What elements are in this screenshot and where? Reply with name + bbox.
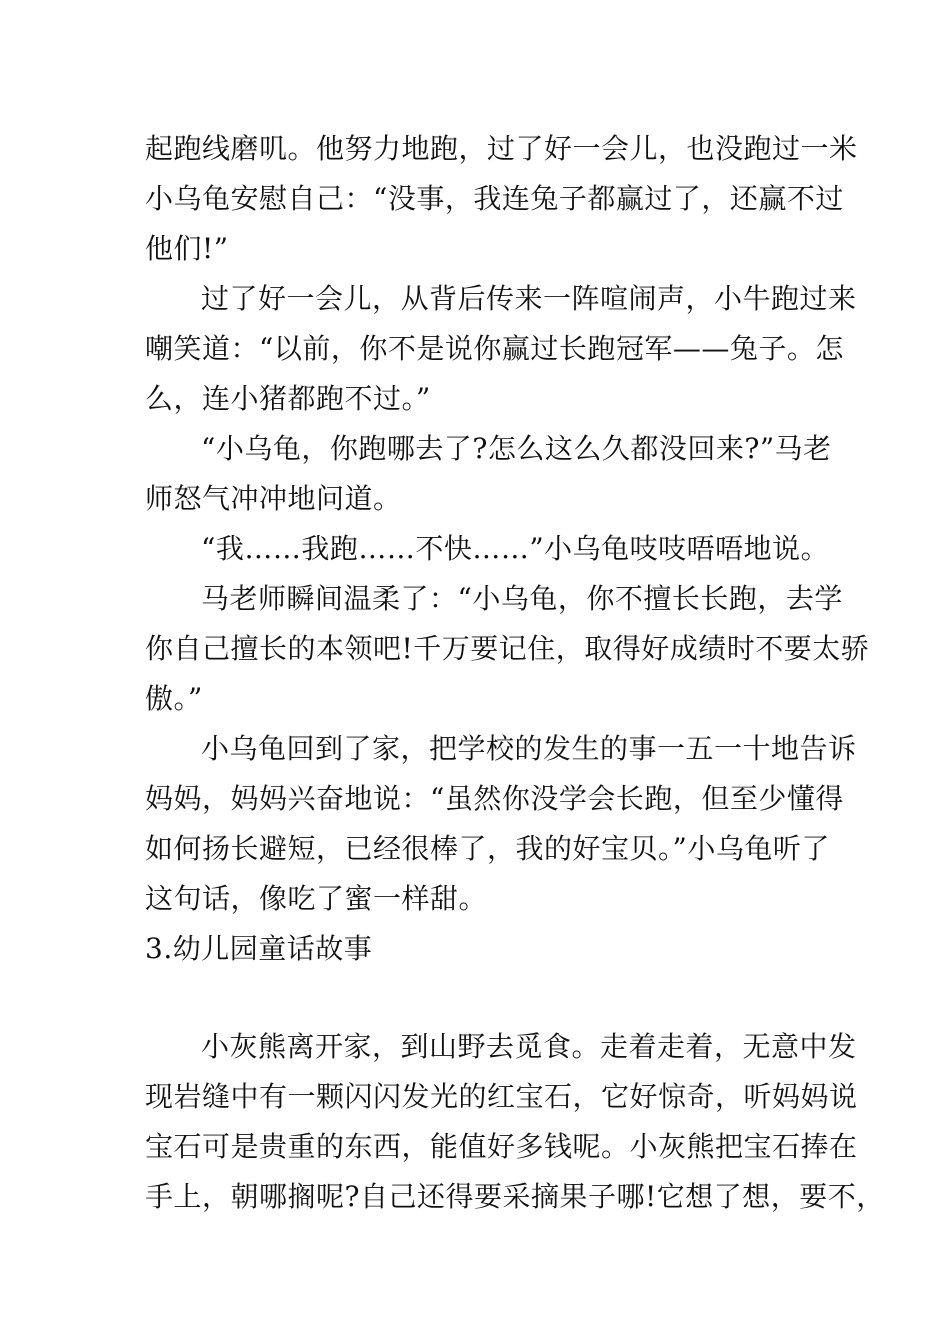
text-line: 起跑线磨叽。他努力地跑，过了好一会儿，也没跑过一米 — [145, 132, 858, 165]
text-line: 嘲笑道：“以前，你不是说你赢过长跑冠军——兔子。怎 — [145, 332, 844, 365]
text-line: “我……我跑……不快……”小乌龟吱吱唔唔地说。 — [201, 532, 830, 565]
text-line: 你自己擅长的本领吧!千万要记住，取得好成绩时不要太骄 — [145, 632, 870, 665]
text-line: 宝石可是贵重的东西，能值好多钱呢。小灰熊把宝石捧在 — [145, 1130, 858, 1163]
text-line: 他们!” — [145, 232, 229, 265]
story-section-1 — [145, 124, 870, 974]
text-line: 过了好一会儿，从背后传来一阵喧闹声，小牛跑过来 — [201, 282, 857, 315]
text-line: 么，连小猪都跑不过。” — [145, 382, 431, 415]
text-line: 师怒气冲冲地问道。 — [145, 482, 402, 515]
text-line: 傲。” — [145, 682, 203, 715]
story-section-2 — [145, 1022, 885, 1222]
section-heading: 3.幼儿园童话故事 — [145, 932, 373, 965]
text-line: 这句话，像吃了蜜一样甜。 — [145, 882, 488, 915]
text-line: 小乌龟回到了家，把学校的发生的事一五一十地告诉 — [201, 732, 857, 765]
text-line: 小灰熊离开家，到山野去觅食。走着走着，无意中发 — [201, 1030, 857, 1063]
text-line: 如何扬长避短，已经很棒了，我的好宝贝。”小乌龟听了 — [145, 832, 830, 865]
text-line: “小乌龟，你跑哪去了?怎么这么久都没回来?”马老 — [201, 432, 832, 465]
text-line: 手上，朝哪搁呢?自己还得要采摘果子哪!它想了想，要不， — [145, 1180, 885, 1213]
text-line: 妈妈，妈妈兴奋地说：“虽然你没学会长跑，但至少懂得 — [145, 782, 844, 815]
text-line: 小乌龟安慰自己：“没事，我连兔子都赢过了，还赢不过 — [145, 182, 844, 215]
text-line: 现岩缝中有一颗闪闪发光的红宝石，它好惊奇，听妈妈说 — [145, 1080, 858, 1113]
text-line: 马老师瞬间温柔了：“小乌龟，你不擅长长跑，去学 — [201, 582, 843, 615]
